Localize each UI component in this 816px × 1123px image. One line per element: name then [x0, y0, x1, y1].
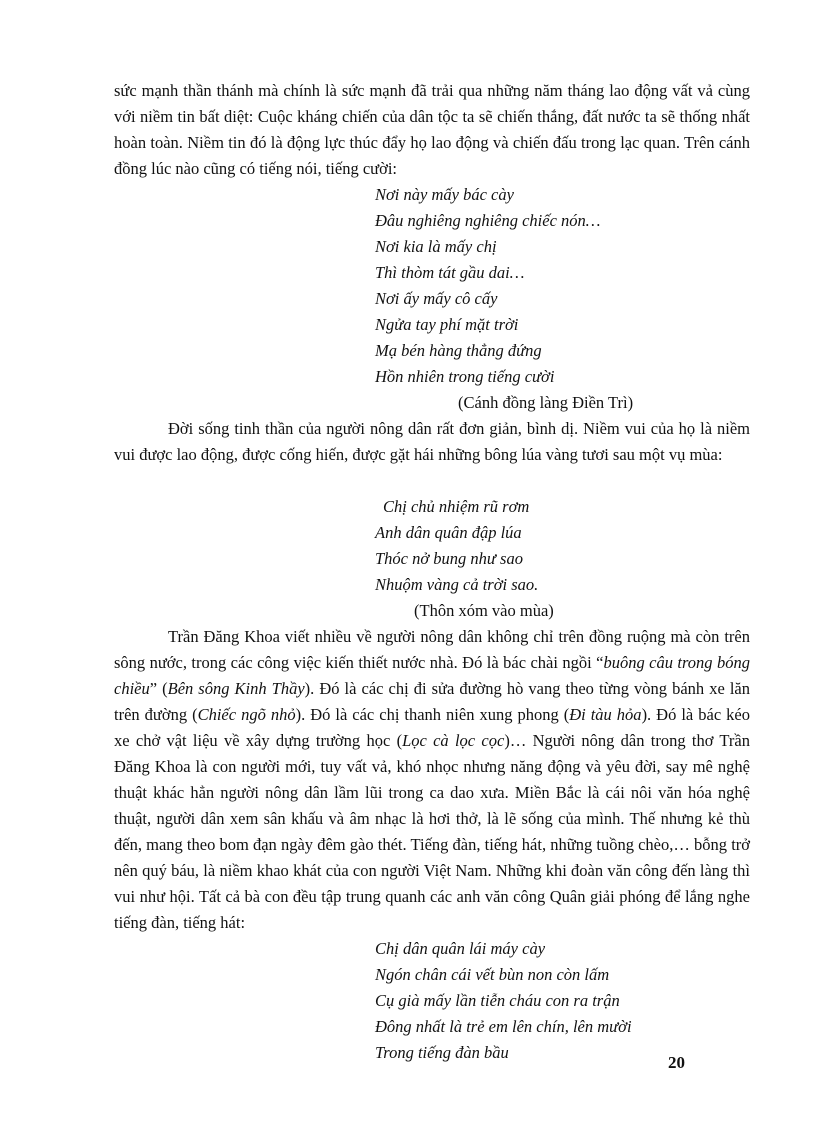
poem-1-source: (Cánh đồng làng Điền Trì) — [458, 393, 634, 412]
page-number: 20 — [668, 1053, 685, 1072]
poem-line: Nơi ấy mấy cô cấy — [375, 289, 498, 308]
poem-line: Nhuộm vàng cả trời sao. — [375, 575, 539, 594]
poem-line: Nơi kia là mấy chị — [375, 237, 497, 256]
paragraph-3-text: Trần Đăng Khoa viết nhiều về người nông dân không chỉ trên đồng ruộng mà còn trên sông nước, trong các công việc kiến thiết nước nhà. Đó là bác chài ngồi “ — [114, 627, 750, 672]
poem-line: Hồn nhiên trong tiếng cười — [375, 367, 555, 386]
quoted-poem-phrase: buông câu trong bóng chiều — [114, 653, 750, 698]
poem-line: Chị chủ nhiệm rũ rơm — [383, 497, 530, 516]
paragraph-2: Đời sống tinh thần của người nông dân rất đơn giản, bình dị. Niềm vui của họ là niềm vui được lao động, được cống hiến, được gặt hái những bông lúa vàng tươi sau một vụ mùa: — [114, 419, 750, 464]
paragraph-3-text: ). Đó là bác kéo xe chở vật liệu về xây dựng trường học ( — [114, 705, 750, 750]
poem-line: Cụ già mấy lần tiễn cháu con ra trận — [375, 991, 620, 1010]
paragraph-3 — [114, 624, 750, 936]
poem-line: Đông nhất là trẻ em lên chín, lên mười — [375, 1017, 632, 1036]
poem-2 — [375, 494, 538, 598]
poem-title: Lọc cà lọc cọc — [402, 731, 505, 750]
poem-line: Ngửa tay phí mặt trời — [375, 315, 519, 334]
paragraph-3-text: ). Đó là các chị thanh niên xung phong ( — [295, 705, 570, 724]
paragraph-3-text: ” ( — [149, 679, 168, 698]
poem-1 — [375, 182, 600, 390]
poem-line: Thì thòm tát gầu dai… — [375, 263, 525, 282]
poem-line: Thóc nở bung như sao — [375, 549, 523, 568]
paragraph-3-text: )… Người nông dân trong thơ Trần Đăng Khoa là con người mới, tuy vất vả, khó nhọc nhưng năng động và yêu đời, say mê nghệ thuật khác hẳn người nông dân lầm lũi trong ca dao xưa. Miền Bắc là cái nôi văn hóa nghệ thuật, người dân xem sân khấu và âm nhạc là hơi thở, là lẽ sống của mình. Thế nhưng kẻ thù đến, mang theo bom đạn ngày đêm gào thét. Tiếng đàn, tiếng hát, những tuồng chèo,… bỗng trở nên quý báu, là niềm khao khát của con người Việt Nam. Những khi đoàn văn công đến làng thì vui như hội. Tất cả bà con đều tập trung quanh các anh văn công Quân giải phóng để lắng nghe tiếng đàn, tiếng hát: — [114, 731, 750, 932]
poem-3 — [375, 936, 632, 1066]
poem-line: Ngón chân cái vết bùn non còn lấm — [375, 965, 610, 984]
poem-title: Bên sông Kinh Thầy — [167, 679, 305, 698]
paragraph-1: sức mạnh thần thánh mà chính là sức mạnh đã trải qua những năm tháng lao động vất vả cùng với niềm tin bất diệt: Cuộc kháng chiến của dân tộc ta sẽ chiến thắng, đất nước ta sẽ thống nhất hoàn toàn. Niềm tin đó là động lực thúc đẩy họ lao động và chiến đấu trong lạc quan. Trên cánh đồng lúc nào cũng có tiếng nói, tiếng cười: — [114, 81, 750, 178]
poem-line: Anh dân quân đập lúa — [375, 523, 522, 542]
poem-line: Trong tiếng đàn bầu — [375, 1043, 509, 1062]
poem-line: Chị dân quân lái máy cày — [375, 939, 546, 958]
poem-title: Chiếc ngõ nhỏ — [197, 705, 296, 724]
poem-line: Nơi này mấy bác cày — [375, 185, 514, 204]
poem-2-source: (Thôn xóm vào mùa) — [414, 601, 554, 620]
poem-title: Đi tàu hỏa — [569, 705, 642, 724]
poem-line: Đâu nghiêng nghiêng chiếc nón… — [375, 211, 601, 230]
paragraph-3-text: ). Đó là các chị đi sửa đường hò vang theo từng vòng bánh xe lăn trên đường ( — [114, 679, 750, 724]
poem-line: Mạ bén hàng thẳng đứng — [375, 341, 542, 360]
